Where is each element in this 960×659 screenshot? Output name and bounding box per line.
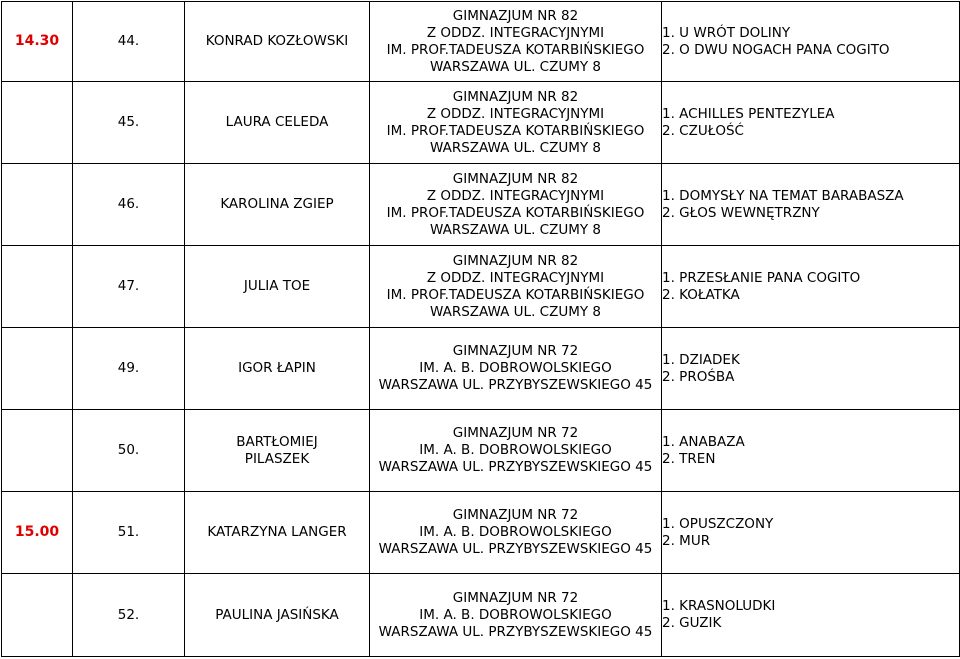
school-line: WARSZAWA UL. PRZYBYSZEWSKIEGO 45 [378,623,653,640]
school-line: GIMNAZJUM NR 82 [452,252,579,269]
table-row [2,164,960,246]
time-cell [2,82,73,164]
number-cell [73,328,185,410]
school-line: WARSZAWA UL. CZUMY 8 [430,303,601,320]
repertoire-cell [662,328,960,410]
school-line: GIMNAZJUM NR 72 [452,507,579,523]
time-label: 14.30 [14,33,60,49]
table-row [2,410,960,492]
school-cell [370,574,662,657]
table-row [2,492,960,574]
repertoire-item: 2. KOŁATKA [662,286,740,303]
participant-number: 47. [117,278,140,294]
school-cell [370,328,662,410]
school-cell [370,2,662,82]
repertoire-cell [662,246,960,328]
school-line: IM. PROF.TADEUSZA KOTARBIŃSKIEGO [386,41,645,58]
repertoire-item: 2. MUR [662,532,711,549]
repertoire-cell [662,2,960,82]
participant-name-line: PAULINA JASIŃSKA [215,606,339,623]
school-line: Z ODDZ. INTEGRACYJNYMI [426,187,605,204]
table-row [2,2,960,82]
participant-number: 49. [117,360,140,376]
participant-name-line: KONRAD KOZŁOWSKI [205,33,349,49]
number-cell [73,574,185,657]
number-cell [73,410,185,492]
participant-number: 51. [117,524,140,540]
table-row [2,246,960,328]
school-line: GIMNAZJUM NR 82 [452,88,579,105]
repertoire-item: 2. PROŚBA [662,368,735,385]
schedule-body [2,2,960,657]
repertoire-item: 1. PRZESŁANIE PANA COGITO [662,269,861,286]
school-line: IM. A. B. DOBROWOLSKIEGO [419,442,612,458]
number-cell [73,492,185,574]
table-row [2,574,960,657]
number-cell [73,82,185,164]
participant-number: 50. [117,442,140,458]
school-line: IM. A. B. DOBROWOLSKIEGO [419,360,612,376]
repertoire-item: 2. O DWU NOGACH PANA COGITO [662,41,890,58]
repertoire-cell [662,410,960,492]
participant-name-cell [185,2,370,82]
participant-name-cell [185,492,370,574]
school-line: WARSZAWA UL. CZUMY 8 [430,58,601,75]
number-cell [73,164,185,246]
time-cell [2,2,73,82]
repertoire-item: 1. ACHILLES PENTEZYLEA [662,105,835,122]
repertoire-cell [662,574,960,657]
school-line: IM. PROF.TADEUSZA KOTARBIŃSKIEGO [386,204,645,221]
time-cell [2,574,73,657]
time-cell [2,164,73,246]
participant-number: 46. [117,196,140,212]
school-line: GIMNAZJUM NR 72 [452,343,579,359]
participant-name-line: KAROLINA ZGIEP [220,196,334,212]
repertoire-item: 2. GUZIK [662,615,722,631]
school-cell [370,82,662,164]
participant-number: 52. [117,606,140,623]
participant-name-cell [185,164,370,246]
school-line: GIMNAZJUM NR 82 [452,170,579,187]
repertoire-item: 1. DZIADEK [662,351,740,368]
repertoire-cell [662,82,960,164]
school-cell [370,246,662,328]
participant-number: 44. [117,33,140,49]
table-row [2,82,960,164]
school-line: IM. A. B. DOBROWOLSKIEGO [419,524,612,540]
time-cell [2,492,73,574]
repertoire-item: 1. KRASNOLUDKI [662,598,776,614]
participant-name-line: PILASZEK [244,450,310,467]
participant-name-cell [185,410,370,492]
school-line: IM. PROF.TADEUSZA KOTARBIŃSKIEGO [386,122,645,139]
participant-name-line: JULIA TOE [243,278,311,294]
school-line: Z ODDZ. INTEGRACYJNYMI [426,269,605,286]
school-line: GIMNAZJUM NR 72 [452,425,579,441]
participant-name-line: KATARZYNA LANGER [207,524,347,540]
number-cell [73,2,185,82]
number-cell [73,246,185,328]
participant-name-line: BARTŁOMIEJ [236,433,318,450]
repertoire-cell [662,164,960,246]
participant-name-line: LAURA CELEDA [225,114,329,130]
repertoire-item: 1. DOMYSŁY NA TEMAT BARABASZA [662,187,904,204]
school-line: Z ODDZ. INTEGRACYJNYMI [426,105,605,122]
repertoire-item: 2. GŁOS WEWNĘTRZNY [662,204,820,221]
schedule-table [1,1,960,657]
time-label: 15.00 [14,524,60,540]
time-cell [2,246,73,328]
school-line: Z ODDZ. INTEGRACYJNYMI [426,24,605,41]
school-line: WARSZAWA UL. PRZYBYSZEWSKIEGO 45 [378,541,653,557]
school-line: WARSZAWA UL. PRZYBYSZEWSKIEGO 45 [378,459,653,475]
school-line: GIMNAZJUM NR 82 [452,7,579,24]
time-cell [2,328,73,410]
repertoire-item: 2. CZUŁOŚĆ [662,122,744,139]
school-line: GIMNAZJUM NR 72 [452,589,579,606]
repertoire-item: 2. TREN [662,450,716,467]
school-line: WARSZAWA UL. PRZYBYSZEWSKIEGO 45 [378,377,653,393]
table-row [2,328,960,410]
participant-name-cell [185,328,370,410]
participant-name-cell [185,82,370,164]
school-line: IM. A. B. DOBROWOLSKIEGO [419,606,612,623]
school-cell [370,492,662,574]
repertoire-item: 1. ANABAZA [662,433,745,450]
participant-name-cell [185,246,370,328]
repertoire-item: 1. U WRÓT DOLINY [662,24,791,41]
repertoire-cell [662,492,960,574]
school-cell [370,410,662,492]
participant-number: 45. [117,114,140,130]
school-line: WARSZAWA UL. CZUMY 8 [430,139,601,156]
school-line: IM. PROF.TADEUSZA KOTARBIŃSKIEGO [386,286,645,303]
school-line: WARSZAWA UL. CZUMY 8 [430,221,601,238]
time-cell [2,410,73,492]
school-cell [370,164,662,246]
participant-name-line: IGOR ŁAPIN [238,360,316,376]
repertoire-item: 1. OPUSZCZONY [662,515,774,532]
participant-name-cell [185,574,370,657]
